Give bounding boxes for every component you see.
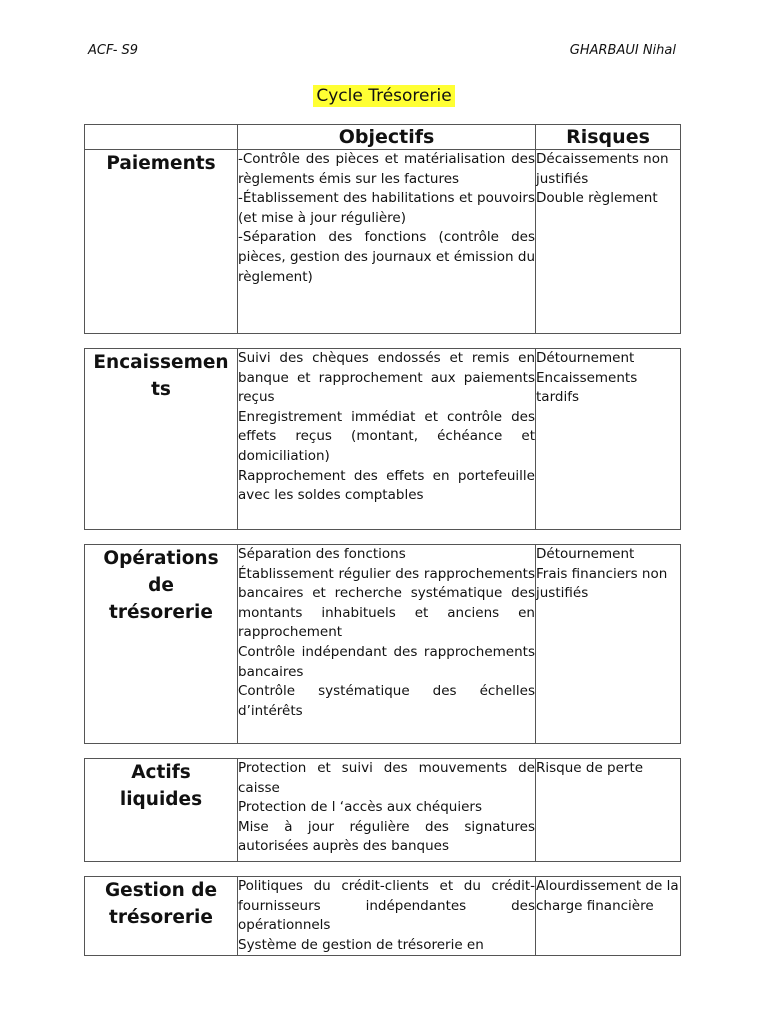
- row-risques: [536, 545, 681, 744]
- risque-item: Détournement: [536, 350, 635, 366]
- objectif-item: -Établissement des habilitations et pouvoirs (et mise à jour régulière): [238, 190, 535, 226]
- row-risques: [536, 349, 681, 530]
- table-header-row: [85, 125, 681, 150]
- risque-item: Encaissements tardifs: [536, 369, 638, 406]
- objectif-item: Politiques du crédit-clients et du crédit-fournisseurs indépendantes des opérationnels: [238, 878, 535, 934]
- table-row: [85, 877, 681, 956]
- header-risques: Risques: [536, 125, 681, 150]
- risque-item: Détournement: [536, 546, 635, 562]
- table-row: [85, 150, 681, 334]
- row-objectifs: [238, 545, 536, 744]
- objectif-item: Protection de l ‘accès aux chéquiers: [238, 799, 482, 816]
- objectif-item: Rapprochement des effets en portefeuille avec les soldes comptables: [238, 467, 535, 504]
- row-spacer: [85, 744, 681, 759]
- row-spacer: [85, 334, 681, 349]
- risque-item: Double règlement: [536, 190, 658, 207]
- table-row: [85, 349, 681, 530]
- objectif-item: Mise à jour régulière des signatures autorisées auprès des banques: [238, 818, 535, 855]
- row-category: [85, 877, 238, 956]
- row-category: [85, 349, 238, 530]
- page-title: [0, 86, 768, 106]
- risque-item: Décaissements non justifiés: [536, 151, 669, 187]
- title-highlight: Cycle Trésorerie: [313, 85, 454, 107]
- header-empty-cell: [85, 125, 238, 150]
- controls-table: [84, 124, 681, 956]
- row-category: Paiements: [85, 150, 238, 334]
- objectif-item: Contrôle indépendant des rapprochements bancaires: [238, 643, 535, 680]
- table-row: [85, 545, 681, 744]
- risque-item: Frais financiers non justifiés: [536, 565, 668, 602]
- table-row: [85, 759, 681, 862]
- row-category-text: Gestion de trésorerie: [104, 880, 218, 928]
- row-objectifs: [238, 150, 536, 334]
- row-objectifs: [238, 759, 536, 862]
- risque-item: Risque de perte: [536, 760, 644, 776]
- objectif-item: Système de gestion de trésorerie en: [238, 936, 484, 953]
- row-risques: [536, 759, 681, 862]
- objectif-item: -Contrôle des pièces et matérialisation des règlements émis sur les factures: [238, 151, 535, 187]
- objectif-item: Enregistrement immédiat et contrôle des effets reçus (montant, échéance et domiciliation): [238, 408, 535, 464]
- objectif-item: Contrôle systématique des échelles d’intérêts: [238, 683, 535, 719]
- row-category-text: Actifs liquides: [119, 762, 203, 810]
- risque-item: Alourdissement de la charge financière: [536, 878, 679, 914]
- row-category: [85, 545, 238, 744]
- row-category: [85, 759, 238, 862]
- objectif-item: -Séparation des fonctions (contrôle des pièces, gestion des journaux et émission du règlement): [238, 229, 535, 285]
- objectif-item: Protection et suivi des mouvements de caisse: [238, 760, 535, 796]
- row-risques: [536, 150, 681, 334]
- header-left: ACF- S9: [88, 43, 139, 58]
- objectif-item: Suivi des chèques endossés et remis en banque et rapprochement aux paiements reçus: [238, 350, 535, 406]
- row-spacer: [85, 530, 681, 545]
- header-objectifs: Objectifs: [238, 125, 536, 150]
- objectif-item: Établissement régulier des rapprochements bancaires et recherche systématique des montants inhabituels et anciens en rapprochement: [238, 565, 535, 641]
- row-risques: [536, 877, 681, 956]
- row-spacer: [85, 862, 681, 877]
- header-right: GHARBAUI Nihal: [569, 43, 676, 58]
- objectif-item: Séparation des fonctions: [238, 546, 406, 562]
- row-category-text: Encaissements: [93, 352, 229, 400]
- row-objectifs: [238, 877, 536, 956]
- row-category-text: Opérations de trésorerie: [103, 548, 219, 623]
- row-objectifs: [238, 349, 536, 530]
